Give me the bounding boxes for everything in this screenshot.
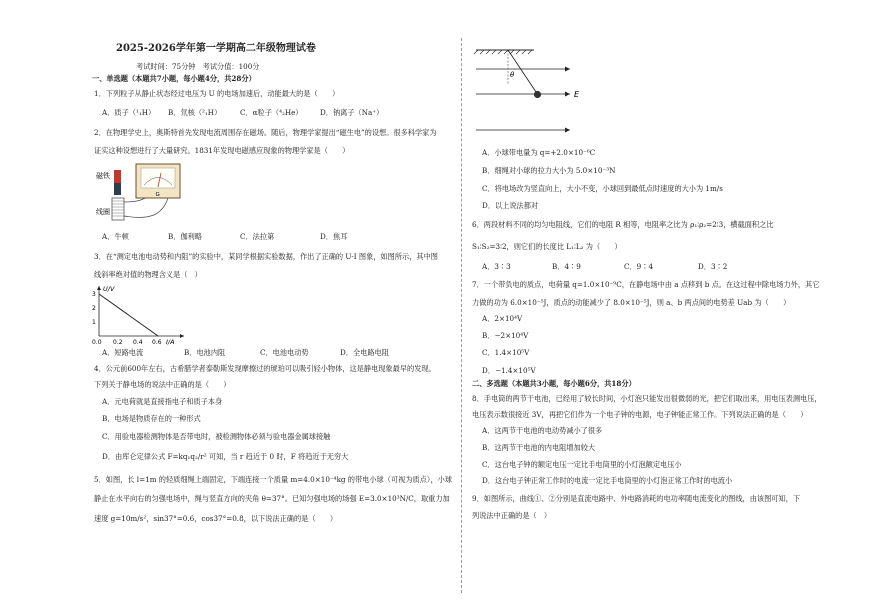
field-label: E [574, 90, 580, 99]
q7-option-a: A．2×10⁴V [482, 314, 523, 323]
x-tick-0.4: 0.4 [133, 339, 143, 346]
x-axis-label: I/A [166, 338, 175, 346]
q2-option-c: C．法拉第 [240, 232, 275, 241]
q3-option-d: D．全电路电阻 [340, 348, 389, 357]
q3-option-a: A．短路电流 [102, 348, 144, 357]
x-tick-0: 0.0 [92, 339, 102, 346]
q5-stem-line1: 5．如图，长 l=1m 的轻质细绳上端固定，下端连接一个质量 m=4.0×10⁻⁴kg 的带电小球（可视为质点），小球 [94, 475, 453, 484]
y-tick-3: 3 [92, 291, 96, 298]
q5-pendulum-figure [472, 44, 582, 136]
section-single-choice: 一、单选题（本题共7小题，每小题4分，共28分） [92, 74, 256, 83]
column-divider [461, 38, 462, 593]
q3-option-b: B．电池内阻 [184, 348, 226, 357]
x-tick-0.6: 0.6 [152, 339, 162, 346]
q7-stem-line2: 力做的功为 6.0×10⁻⁵J，质点的动能减少了 8.0×10⁻⁵J，则 a、b 两点间的电势差 Uab 为（ ） [472, 298, 791, 307]
q6-option-a: A．3∶3 [482, 262, 511, 271]
q7-stem-line1: 7．一个带负电的质点，电荷量 q=1.0×10⁻⁹C，在静电场中由 a 点移到 b 点。在这过程中除电场力外，其它 [472, 280, 820, 289]
q3-stem-line1: 3．在“测定电池电动势和内阻”的实验中，某同学根据实验数据，作出了正确的 U-I 图象，如图所示，其中图 [94, 252, 438, 261]
q6-option-d: D．3∶2 [698, 262, 728, 271]
q8-stem-line1: 8．手电筒的两节干电池，已经用了较长时间，小灯泡只能发出很微弱的光，把它们取出来，用电压表测电压， [472, 394, 822, 403]
ui-line [99, 294, 158, 336]
field-arrows [565, 67, 570, 133]
q3-stem-line2: 线斜率绝对值的物理含义是（ ） [94, 270, 202, 279]
q4-option-d: D．由库仑定律公式 F=kq₁q₂/r² 可知，当 r 趋近于 0 时，F 将趋近于无穷大 [102, 452, 349, 461]
section-multi-choice: 二、多选题（本题共3小题，每小题6分，共18分） [472, 379, 636, 388]
q1-option-a: A．质子（¹₁H） [102, 108, 156, 117]
galvanometer-label: G [155, 192, 160, 198]
coil-icon [112, 198, 124, 220]
q6-stem-line1: 6．两段材料不同的均匀电阻线，它们的电阻 R 相等，电阻率之比为 ρ₁∶ρ₂=2∶3，横截面积之比 [472, 220, 774, 229]
magnet-north [114, 170, 121, 183]
q2-stem-line2: 证实这种设想进行了大量研究。1831年发现电磁感应现象的物理学家是（ ） [94, 146, 350, 155]
q5-option-d: D．以上说法都对 [482, 201, 539, 210]
y-tick-2: 2 [92, 305, 96, 312]
q9-stem-line2: 列说法中正确的是（ ） [472, 511, 552, 520]
q1-option-b: B．氘核（²₁H） [168, 108, 222, 117]
q2-option-d: D．焦耳 [320, 232, 348, 241]
q1-option-d: D．钠离子（Na⁺） [320, 108, 384, 117]
q5-stem-line2: 静止在水平向右的匀强电场中，绳与竖直方向的夹角 θ=37°。已知匀强电场的场强 E=3.0×10³N/C，取重力加 [94, 494, 450, 503]
q9-stem-line1: 9．如图所示，曲线①、②分别是直流电路中、外电路消耗的电功率随电流变化的图线，由该图可知，下 [472, 494, 801, 503]
q2-option-b: B．伽利略 [168, 232, 203, 241]
q1-stem: 1．下列粒子从静止状态经过电压为 U 的电场加速后，动能最大的是（ ） [94, 89, 340, 98]
x-tick-0.2: 0.2 [113, 339, 123, 346]
q2-induction-figure [94, 158, 188, 226]
charged-ball [534, 91, 541, 98]
exam-info: 考试时间：75分钟 考试分值：100分 [136, 62, 260, 71]
q4-stem-line1: 4．公元前600年左右，古希腊学者泰勒斯发现摩擦过的琥珀可以吸引轻小物体，这是静电现象最早的发现。 [94, 364, 436, 373]
q8-option-d: D．这台电子钟正常工作时的电流一定比手电筒里的小灯泡正常工作时的电流小 [482, 476, 733, 485]
q4-stem-line2: 下列关于静电场的说法中正确的是（ ） [94, 380, 231, 389]
q5-option-a: A．小球带电量为 q=+2.0×10⁻⁶C [482, 148, 596, 157]
q8-option-a: A．这两节干电池的电动势减小了很多 [482, 426, 603, 435]
q4-option-a: A．元电荷就是直接指电子和质子本身 [102, 397, 223, 406]
magnet-south [114, 183, 121, 195]
q6-option-b: B．4∶9 [552, 262, 581, 271]
q4-option-c: C．用验电器检测物体是否带电时，被检测物体必须与验电器金属球接触 [102, 432, 331, 441]
q5-option-c: C．将电场改为竖直向上，大小不变，小球回到最低点时速度的大小为 1m/s [482, 184, 723, 193]
exam-title: 2025-2026学年第一学期高二年级物理试卷 [116, 43, 316, 54]
q4-option-b: B．电场是物质存在的一种形式 [102, 414, 201, 423]
galvanometer-icon [136, 164, 180, 198]
y-tick-1: 1 [92, 319, 96, 326]
magnet-label: 磁铁 [96, 172, 110, 180]
q3-ui-graph [90, 282, 190, 348]
q1-option-c: C．α粒子（⁴₂He） [240, 108, 303, 117]
q6-stem-line2: S₁∶S₂=3∶2，则它们的长度比 L₁∶L₂ 为（ ） [472, 242, 622, 251]
y-axis-label: U/V [103, 285, 115, 293]
theta-label: θ [510, 71, 515, 79]
q7-option-d: D．−1.4×10⁵V [482, 366, 536, 375]
q8-option-c: C．这台电子钟的额定电压一定比手电筒里的小灯泡额定电压小 [482, 460, 682, 469]
q2-stem-line1: 2．在物理学史上，奥斯特首先发现电流周围存在磁场。随后，物理学家提出“磁生电”的设想。很多科学家为 [94, 128, 437, 137]
coil-label: 线圈 [96, 208, 110, 216]
q8-option-b: B．这两节干电池的内电阻增加较大 [482, 443, 596, 452]
q5-option-b: B．细绳对小球的拉力大小为 5.0×10⁻³N [482, 166, 616, 175]
q6-option-c: C．9∶4 [624, 262, 654, 271]
q7-option-b: B．−2×10⁴V [482, 331, 529, 340]
q2-option-a: A．牛顿 [102, 232, 129, 241]
q7-option-c: C．1.4×10⁵V [482, 348, 530, 357]
q3-option-c: C．电池电动势 [260, 348, 309, 357]
q5-stem-line3: 速度 g=10m/s²，sin37°=0.6，cos37°=0.8，以下说法正确的是（ ） [94, 514, 338, 523]
q8-stem-line2: 电压表示数很接近 3V，再把它们作为一个电子钟的电源，电子钟能正常工作。下列说法正确的是（ ） [472, 410, 808, 419]
